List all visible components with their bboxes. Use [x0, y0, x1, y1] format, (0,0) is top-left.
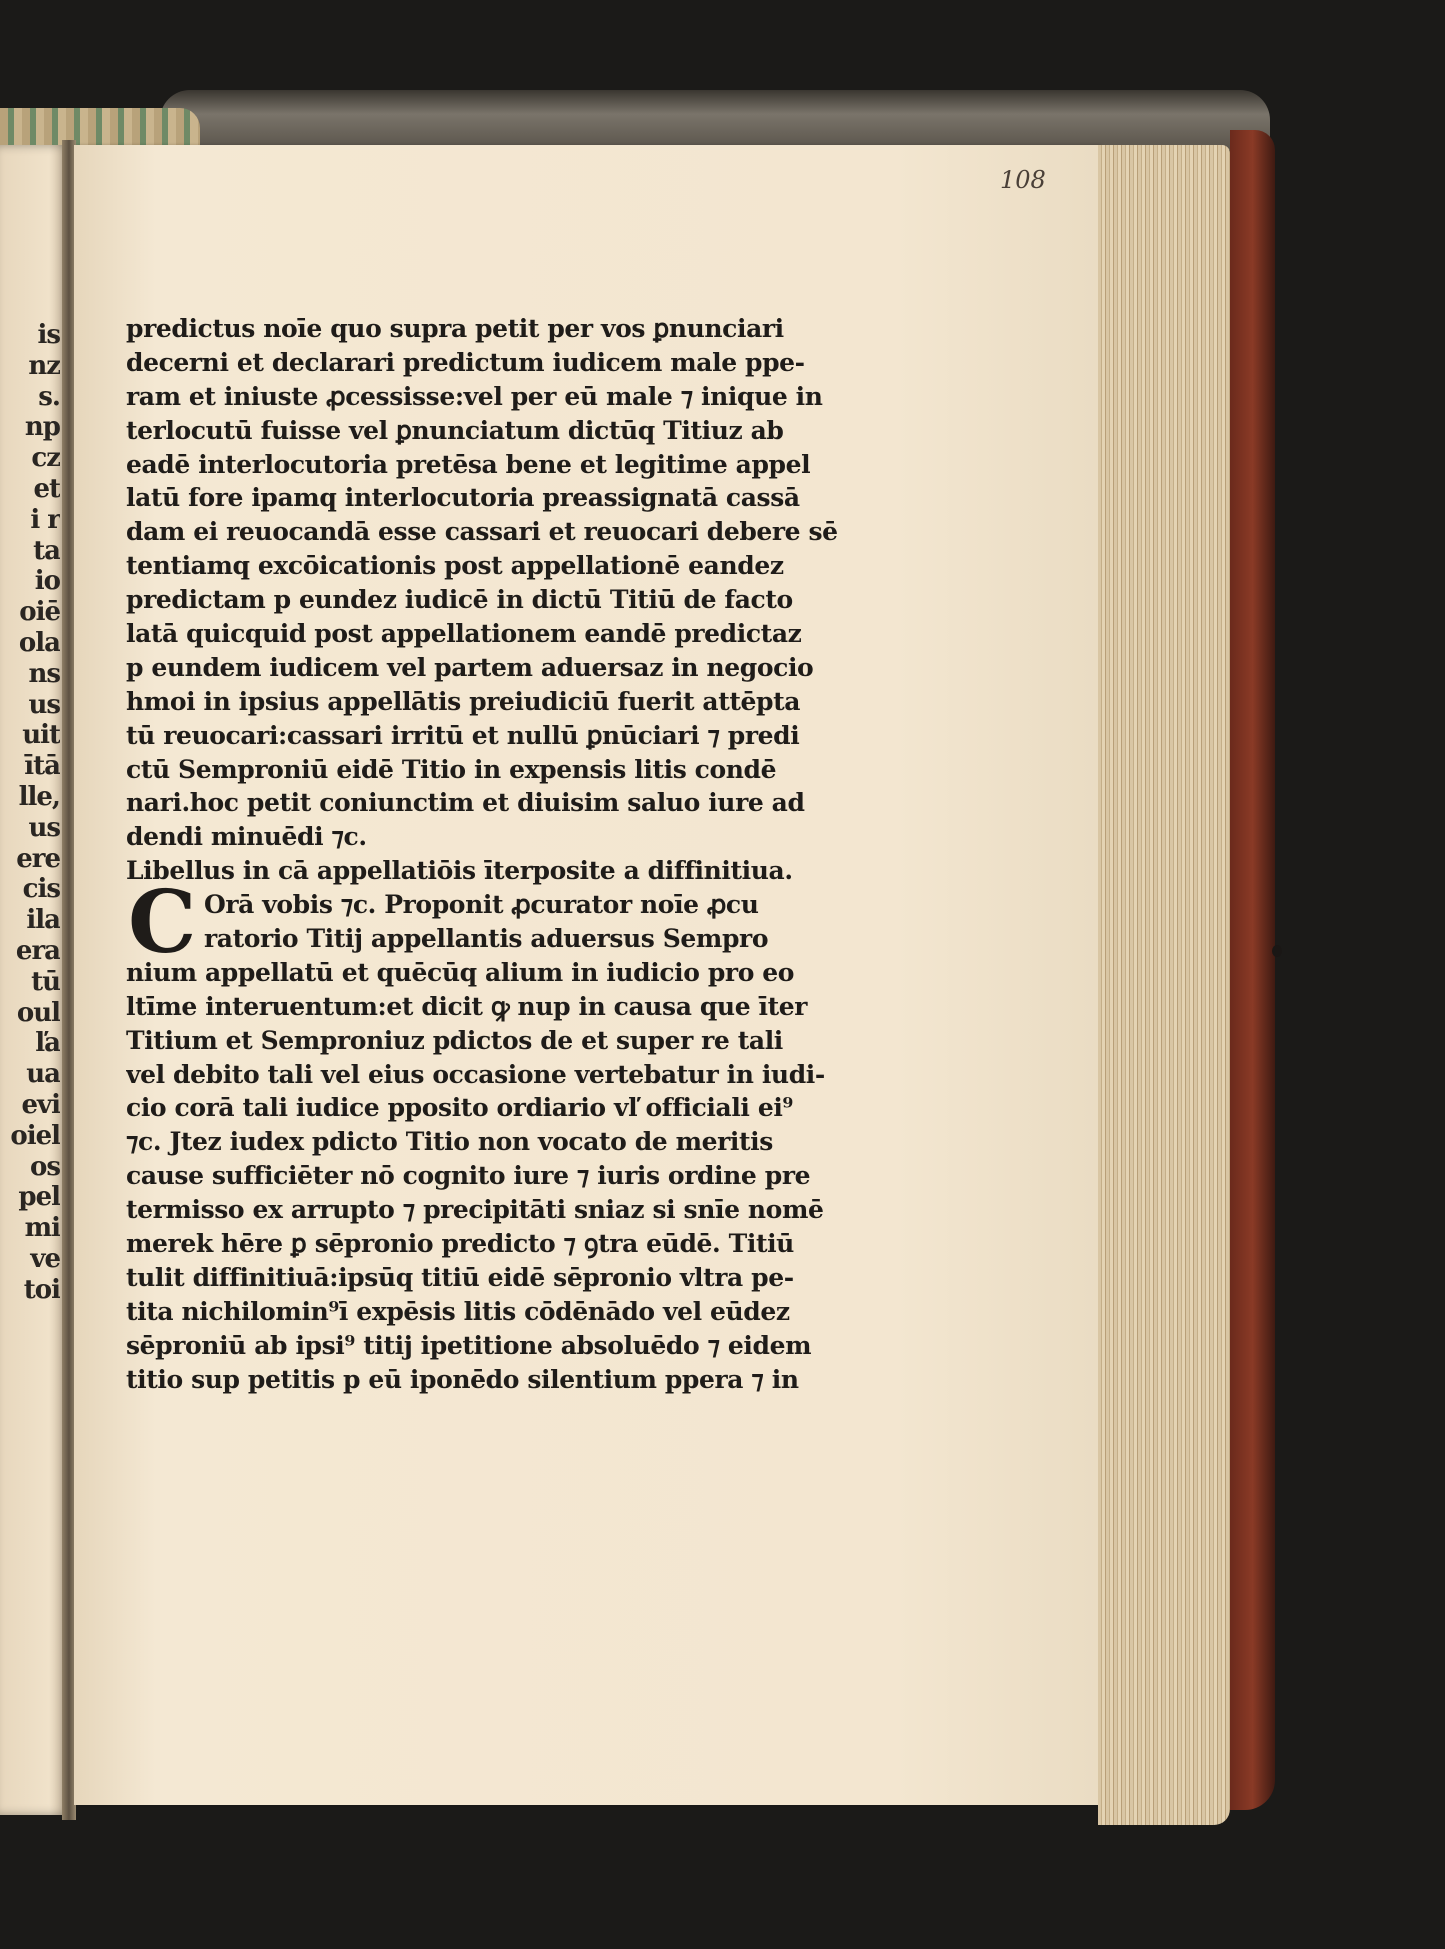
text-line: Orā vobis ⁊c. Proponit ꝓcurator noīe ꝓcu [204, 890, 759, 920]
main-text-block [126, 312, 882, 1397]
text-line: merek hēre ꝑ sēpronio predicto ⁊ ꝯtra eūdē. Titiū [126, 1229, 794, 1259]
text-line: latā quicquid post appellationem eandē predictaz [126, 619, 802, 649]
paragraph-2 [126, 956, 882, 1397]
book-cover-top [160, 90, 1270, 150]
text-line: predictam p eundez iudicē in dictū Titiū de facto [126, 585, 793, 615]
book-cover-edge [1230, 130, 1275, 1810]
text-line: ratorio Titij appellantis aduersus Sempro [204, 924, 769, 954]
text-line: hmoi in ipsius appellātis preiudiciū fuerit attēpta [126, 686, 801, 716]
margin-fragment: ītā [24, 751, 60, 782]
text-line: p eundem iudicem vel partem aduersaz in negocio [126, 652, 814, 682]
text-line: decerni et declarari predictum iudicem male ppe- [126, 347, 805, 377]
margin-fragment: ns [28, 658, 60, 689]
margin-fragment: ľa [35, 1028, 60, 1059]
margin-fragment: io [34, 566, 60, 597]
text-line: eadē interlocutoria pretēsa bene et legitime appel [126, 449, 811, 479]
text-line: termisso ex arrupto ⁊ precipitāti sniaz si snīe nomē [126, 1195, 824, 1225]
text-line: dam ei reuocandā esse cassari et reuocari debere sē [126, 517, 838, 547]
margin-fragment: s. [38, 381, 60, 412]
text-line: Titium et Semproniuz pdictos de et super re tali [126, 1025, 783, 1055]
margin-fragment: era [15, 935, 60, 966]
margin-fragment: pel [18, 1182, 60, 1213]
text-line: tū reuocari:cassari irritū et nullū ꝑnūciari ⁊ predi [126, 720, 800, 750]
initial-letter: C [128, 872, 197, 974]
text-line: cio corā tali iudice pposito ordiario vľ officiali ei⁹ [126, 1093, 793, 1123]
text-line: tulit diffinitiuā:ipsūq titiū eidē sēpronio vltra pe- [126, 1262, 794, 1292]
margin-fragment: os [30, 1151, 60, 1182]
text-line: ram et iniuste ꝓcessisse:vel per eū male ⁊ inique in [126, 381, 823, 411]
margin-fragment: nz [28, 350, 60, 381]
margin-fragment: uit [22, 720, 60, 751]
worm-hole [1272, 945, 1282, 957]
folio-number: 108 [1000, 166, 1046, 194]
text-line: sēproniū ab ipsi⁹ titij ipetitione absoluēdo ⁊ eidem [126, 1330, 812, 1360]
margin-fragment: us [28, 812, 60, 843]
text-line: predictus noīe quo supra petit per vos ꝑnunciari [126, 314, 784, 343]
margin-fragment: ere [16, 843, 60, 874]
margin-fragment: i r [30, 504, 60, 535]
margin-fragment: lle, [18, 781, 60, 812]
margin-fragment: ta [33, 535, 60, 566]
margin-fragment: us [28, 689, 60, 720]
text-line: ⁊c. Jtez iudex pdicto Titio non vocato de meritis [126, 1127, 773, 1157]
margin-fragment: oul [16, 997, 60, 1028]
paragraph-1 [126, 312, 882, 854]
margin-fragment: is [37, 320, 60, 350]
text-line: ctū Semproniū eidē Titio in expensis litis condē [126, 754, 777, 784]
left-page-text-fragments [0, 320, 60, 1306]
section-heading: Libellus in cā appellatiōis īterposite a diffinitiua. [126, 856, 793, 886]
margin-fragment: tū [31, 966, 60, 997]
text-line: latū fore ipamq interlocutoria preassignatā cassā [126, 483, 800, 513]
text-line: nari.hoc petit coniunctim et diuisim saluo iure ad [126, 788, 805, 818]
text-line: tita nichilomin⁹ī expēsis litis cōdēnādo vel eūdez [126, 1296, 790, 1326]
margin-fragment: mi [24, 1213, 60, 1244]
margin-fragment: oiē [19, 597, 60, 628]
text-line: nium appellatū et quēcūq alium in iudicio pro eo [126, 957, 795, 987]
margin-fragment: evi [21, 1089, 60, 1120]
margin-fragment: ua [26, 1059, 60, 1090]
margin-fragment: ola [18, 627, 60, 658]
text-line: vel debito tali vel eius occasione vertebatur in iudi- [126, 1059, 825, 1089]
margin-fragment: toi [23, 1274, 60, 1305]
text-line: tentiamq excōicationis post appellationē eandez [126, 551, 784, 581]
margin-fragment: oiel [10, 1120, 60, 1151]
margin-fragment: ila [26, 905, 60, 936]
headband [0, 108, 200, 150]
text-line: cause sufficiēter nō cognito iure ⁊ iuris ordine pre [126, 1161, 811, 1191]
margin-fragment: ve [30, 1243, 60, 1274]
text-line: ltīme interuentum:et dicit ꝙ nup in causa que īter [126, 991, 808, 1021]
page-edges [1098, 145, 1230, 1825]
text-line: terlocutū fuisse vel ꝑnunciatum dictūq Titiuz ab [126, 415, 784, 445]
margin-fragment: cz [31, 443, 60, 474]
margin-fragment: et [33, 473, 60, 504]
margin-fragment: np [24, 412, 60, 443]
text-line: titio sup petitis p eū iponēdo silentium ppera ⁊ in [126, 1364, 799, 1394]
margin-fragment: cis [22, 874, 60, 905]
text-line: dendi minuēdi ⁊c. [126, 822, 367, 852]
